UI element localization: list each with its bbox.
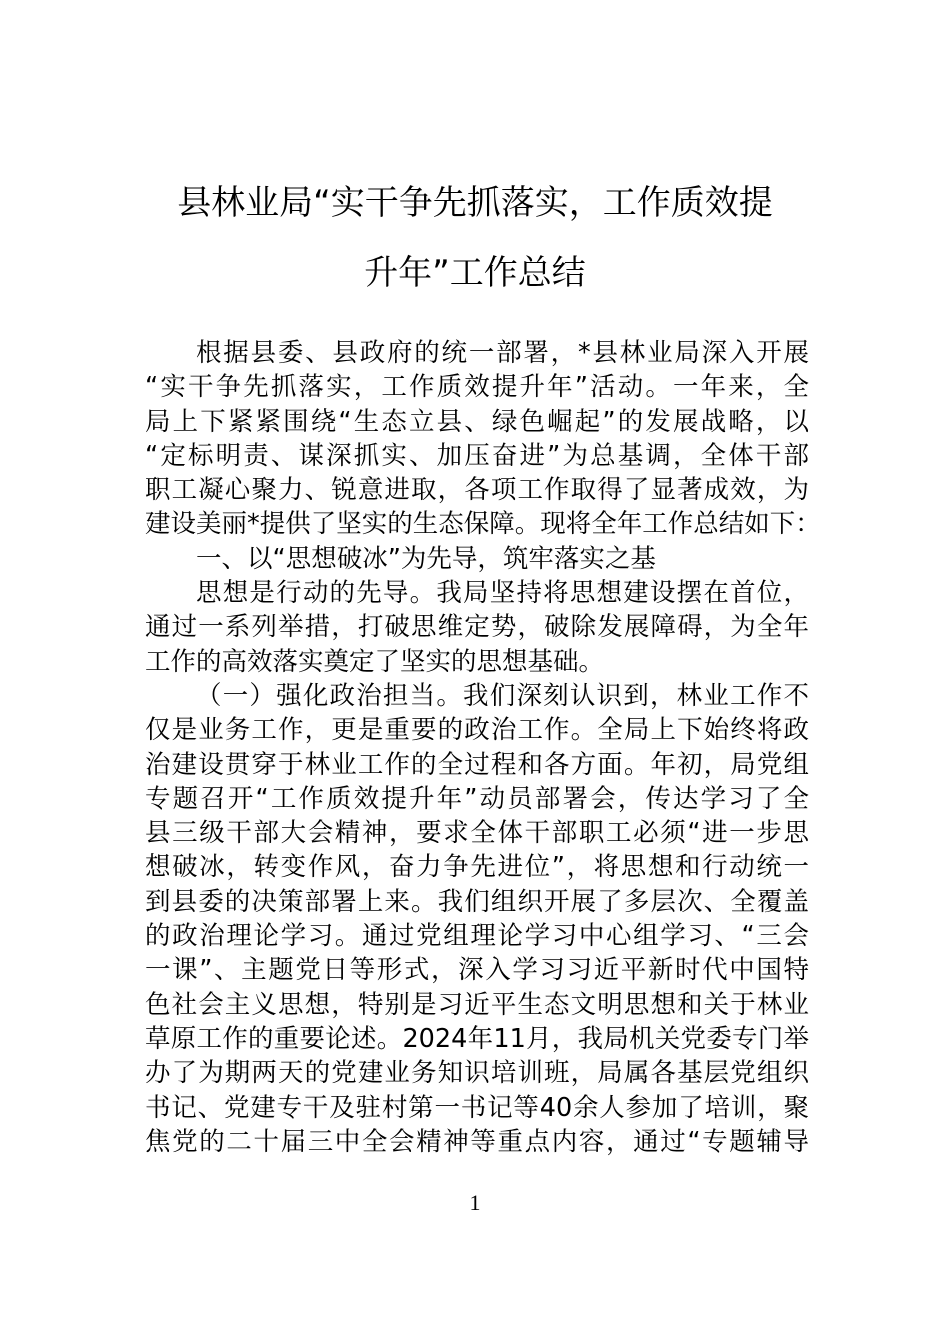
title-line-2: 升年”工作总结 — [364, 253, 586, 293]
text-line: 思想是行动的先导。我局坚持将思想建设摆在首位， — [196, 578, 809, 609]
text-line: 专题召开“工作质效提升年”动员部署会，传达学习了全 — [145, 783, 809, 814]
paragraph-section-1-intro — [145, 576, 809, 679]
text-line: 根据县委、县政府的统一部署，*县林业局深入开展 — [196, 338, 809, 368]
page-number: 1 — [469, 1190, 481, 1215]
text-line: 建设美丽*提供了坚实的生态保障。现将全年工作总结如下： — [145, 509, 821, 540]
text-line: 焦党的二十届三中全会精神等重点内容，通过“专题辅导 — [145, 1126, 809, 1157]
text-line: 一课”、主题党日等形式，深入学习习近平新时代中国特 — [145, 955, 809, 986]
text-line: 工作的高效落实奠定了坚实的思想基础。 — [145, 646, 605, 677]
section-heading-1 — [145, 542, 809, 576]
paragraph-intro — [145, 336, 821, 542]
text-line: 到县委的决策部署上来。我们组织开展了多层次、全覆盖 — [145, 886, 809, 917]
text-line: 职工凝心聚力、锐意进取，各项工作取得了显著成效，为 — [145, 475, 809, 506]
text-line: 想破冰，转变作风，奋力争先进位”，将思想和行动统一 — [145, 852, 809, 883]
text-line: 书记、党建专干及驻村第一书记等40余人参加了培训，聚 — [145, 1092, 809, 1123]
document-body — [145, 336, 821, 1159]
text-line: 办了为期两天的党建业务知识培训班，局属各基层党组织 — [145, 1058, 809, 1089]
text-line: 治建设贯穿于林业工作的全过程和各方面。年初，局党组 — [145, 749, 809, 780]
text-line: “定标明责、谋深抓实、加压奋进”为总基调，全体干部 — [145, 440, 809, 471]
text-line: 色社会主义思想，特别是习近平生态文明思想和关于林业 — [145, 989, 809, 1020]
text-line: 局上下紧紧围绕“生态立县、绿色崛起”的发展战略，以 — [145, 406, 809, 437]
paragraph-political-responsibility — [145, 679, 809, 1159]
text-line: （一）强化政治担当。我们深刻认识到，林业工作不 — [196, 680, 809, 711]
text-line: 仅是业务工作，更是重要的政治工作。全局上下始终将政 — [145, 715, 809, 746]
text-line: 县三级干部大会精神，要求全体干部职工必须“进一步思 — [145, 818, 809, 849]
text-line: “实干争先抓落实，工作质效提升年”活动。一年来，全 — [145, 372, 809, 403]
text-line: 草原工作的重要论述。2024年11月，我局机关党委专门举 — [145, 1023, 809, 1054]
section-heading: 一、以“思想破冰”为先导，筑牢落实之基 — [196, 543, 656, 574]
text-line: 通过一系列举措，打破思维定势，破除发展障碍，为全年 — [145, 612, 809, 643]
title-line-1: 县林业局“实干争先抓落实，工作质效提 — [177, 183, 773, 223]
text-line: 的政治理论学习。通过党组理论学习中心组学习、“三会 — [145, 921, 809, 952]
document-title — [145, 168, 805, 308]
